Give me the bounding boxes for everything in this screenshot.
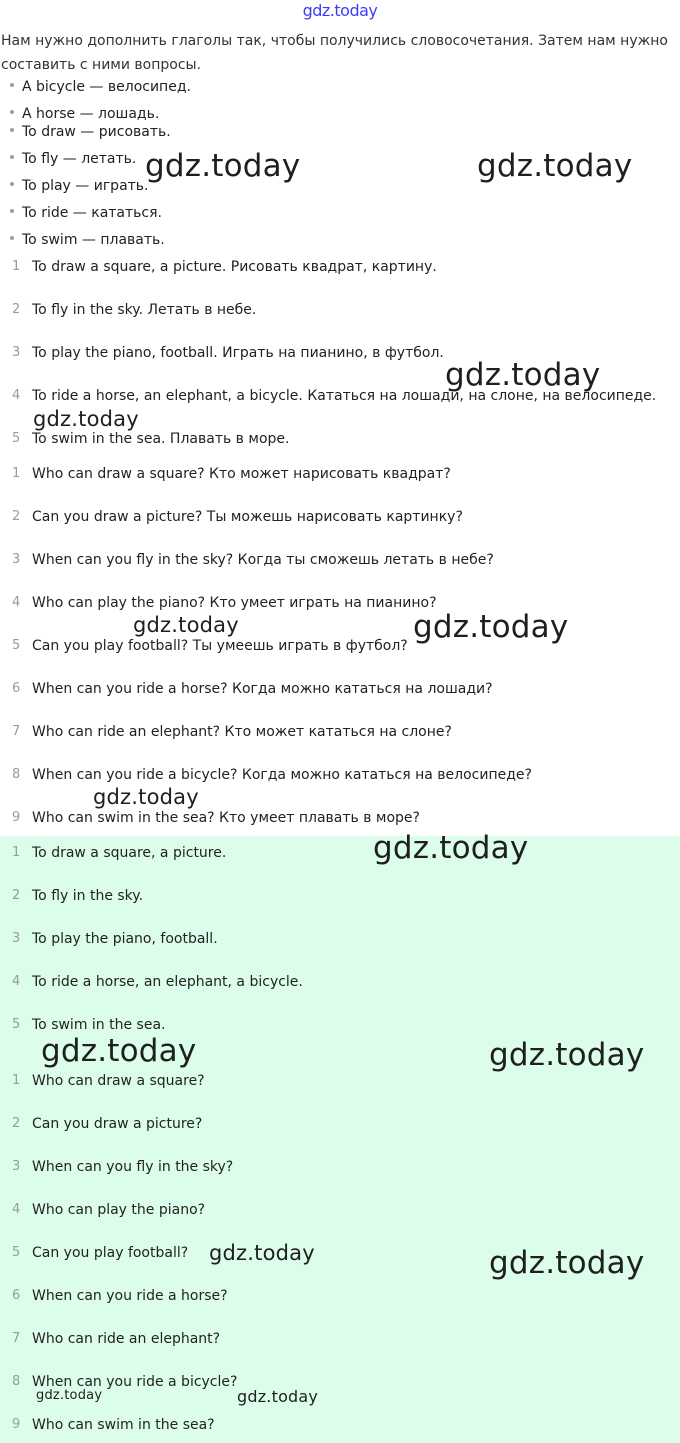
item-text: When can you ride a bicycle? xyxy=(32,1374,238,1390)
vocab-text: To draw — рисовать. xyxy=(22,124,171,140)
vocab-text: To swim — плавать. xyxy=(22,232,165,248)
vocab-text: A bicycle — велосипед. xyxy=(22,79,191,95)
vocab-item xyxy=(10,124,171,140)
vocab-item xyxy=(10,106,159,122)
item-number: 2 xyxy=(12,1116,21,1131)
bullet-dot-icon xyxy=(10,209,14,213)
watermark-text: gdz.today xyxy=(489,1245,645,1281)
item-number: 3 xyxy=(12,345,21,360)
item-number: 8 xyxy=(12,767,21,782)
item-text: Who can draw a square? Кто может нарисовать квадрат? xyxy=(32,466,451,482)
watermark-text: gdz.today xyxy=(41,1033,197,1069)
item-text: To ride a horse, an elephant, a bicycle. xyxy=(32,974,303,990)
item-text: Who can swim in the sea? Кто умеет плавать в море? xyxy=(32,810,420,826)
item-text: When can you ride a horse? xyxy=(32,1288,228,1304)
item-number: 2 xyxy=(12,888,21,903)
bullet-dot-icon xyxy=(10,110,14,114)
watermark-text: gdz.today xyxy=(93,785,199,809)
task-intro: Нам нужно дополнить глаголы так, чтобы получились словосочетания. Затем нам нужно составить с ними вопросы. xyxy=(1,33,668,73)
watermark-text: gdz.today xyxy=(209,1241,315,1265)
vocab-text: To fly — летать. xyxy=(22,151,137,167)
watermark-text: gdz.today xyxy=(33,407,139,431)
item-text: Can you draw a picture? xyxy=(32,1116,203,1132)
vocab-item xyxy=(10,205,162,221)
item-number: 3 xyxy=(12,931,21,946)
item-number: 8 xyxy=(12,1374,21,1389)
item-number: 7 xyxy=(12,1331,21,1346)
item-text: Who can play the piano? xyxy=(32,1202,206,1218)
bullet-dot-icon xyxy=(10,182,14,186)
item-number: 4 xyxy=(12,388,21,403)
item-number: 3 xyxy=(12,1159,21,1174)
item-text: Can you play football? Ты умеешь играть в футбол? xyxy=(32,638,408,654)
item-number: 1 xyxy=(12,845,21,860)
item-number: 9 xyxy=(12,1417,21,1432)
item-number: 5 xyxy=(12,1017,21,1032)
item-number: 2 xyxy=(12,302,21,317)
item-text: To swim in the sea. Плавать в море. xyxy=(32,431,290,447)
bullet-dot-icon xyxy=(10,128,14,132)
vocab-text: To ride — кататься. xyxy=(22,205,162,221)
item-number: 5 xyxy=(12,638,21,653)
item-number: 2 xyxy=(12,509,21,524)
watermark-text: gdz.today xyxy=(445,357,601,393)
item-text: When can you fly in the sky? Когда ты сможешь летать в небе? xyxy=(32,552,494,568)
vocab-text: A horse — лошадь. xyxy=(22,106,160,122)
item-number: 1 xyxy=(12,1073,21,1088)
vocab-item xyxy=(10,232,165,248)
watermark-text: gdz.today xyxy=(489,1037,645,1073)
item-text: When can you fly in the sky? xyxy=(32,1159,234,1175)
item-number: 6 xyxy=(12,681,21,696)
watermark-text: gdz.today xyxy=(477,148,633,184)
item-text: Who can swim in the sea? xyxy=(32,1417,215,1433)
item-number: 9 xyxy=(12,810,21,825)
item-text: To fly in the sky. Летать в небе. xyxy=(32,302,257,318)
vocab-text: To play — играть. xyxy=(22,178,149,194)
item-text: To play the piano, football. Играть на пианино, в футбол. xyxy=(32,345,444,361)
item-number: 6 xyxy=(12,1288,21,1303)
watermark-text: gdz.today xyxy=(237,1387,319,1406)
item-text: To draw a square, a picture. Рисовать квадрат, картину. xyxy=(32,259,437,275)
item-text: Who can draw a square? xyxy=(32,1073,205,1089)
item-number: 4 xyxy=(12,974,21,989)
item-text: To play the piano, football. xyxy=(32,931,218,947)
watermark-text: gdz.today xyxy=(413,609,569,645)
item-text: Who can ride an elephant? Кто может кататься на слоне? xyxy=(32,724,452,740)
item-text: Who can play the piano? Кто умеет играть на пианино? xyxy=(32,595,437,611)
site-logo[interactable]: gdz.today xyxy=(302,1,378,20)
watermark-text: gdz.today xyxy=(373,830,529,866)
item-number: 1 xyxy=(12,259,21,274)
item-text: To draw a square, a picture. xyxy=(32,845,227,861)
vocab-item xyxy=(10,79,191,95)
bullet-dot-icon xyxy=(10,236,14,240)
item-number: 4 xyxy=(12,1202,21,1217)
watermark-text: gdz.today xyxy=(145,148,301,184)
watermark-text: gdz.today xyxy=(133,613,239,637)
item-text: To fly in the sky. xyxy=(32,888,144,904)
item-text: When can you ride a bicycle? Когда можно кататься на велосипеде? xyxy=(32,767,532,783)
vocab-item xyxy=(10,178,149,194)
item-text: To ride a horse, an elephant, a bicycle. Кататься на лошади, на слоне, на велосипеде. xyxy=(32,388,657,404)
bullet-dot-icon xyxy=(10,83,14,87)
item-text: When can you ride a horse? Когда можно кататься на лошади? xyxy=(32,681,493,697)
item-text: Can you draw a picture? Ты можешь нарисовать картинку? xyxy=(32,509,463,525)
item-text: To swim in the sea. xyxy=(32,1017,166,1033)
item-number: 5 xyxy=(12,431,21,446)
item-number: 1 xyxy=(12,466,21,481)
item-text: Can you play football? xyxy=(32,1245,189,1261)
item-number: 4 xyxy=(12,595,21,610)
item-number: 3 xyxy=(12,552,21,567)
item-number: 7 xyxy=(12,724,21,739)
item-text: Who can ride an elephant? xyxy=(32,1331,221,1347)
answer-panel xyxy=(0,836,680,1443)
bullet-dot-icon xyxy=(10,155,14,159)
item-number: 5 xyxy=(12,1245,21,1260)
vocab-item xyxy=(10,151,136,167)
watermark-text: gdz.today xyxy=(36,1388,103,1403)
